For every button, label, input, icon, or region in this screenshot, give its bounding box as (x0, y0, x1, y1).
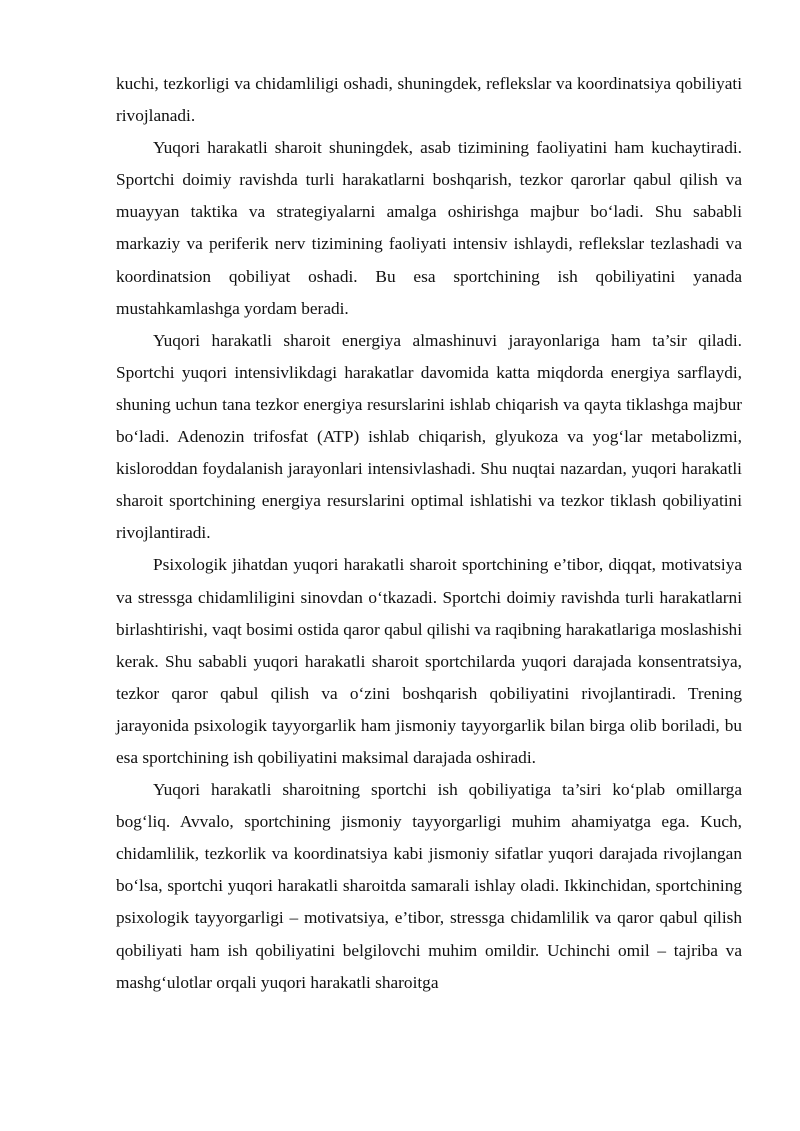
paragraph-psychology: Psixologik jihatdan yuqori harakatli sharoit sportchining e’tibor, diqqat, motivatsiya va stressga chidamliligini sinovdan o‘tkazadi. Sportchi doimiy ravishda turli harakatlarni birlashtirishi, vaqt bosimi ostida qaror qabul qilishi va raqibning harakatlariga moslashishi kerak. Shu sababli yuqori harakatli sharoit sportchilarda yuqori darajada konsentratsiya, tezkor qaror qabul qilish va o‘zini boshqarish qobiliyatini rivojlantiradi. Trening jarayonida psixologik tayyorgarlik ham jismoniy tayyorgarlik bilan birga olib boriladi, bu esa sportchining ish qobiliyatini maksimal darajada oshiradi. (116, 555, 742, 767)
document-body (116, 68, 742, 999)
paragraph-nervous-system: Yuqori harakatli sharoit shuningdek, asab tizimining faoliyatini ham kuchaytiradi. Sportchi doimiy ravishda turli harakatlarni boshqarish, tezkor qarorlar qabul qilish va muayyan taktika va strategiyalarni amalga oshirishga majbur bo‘ladi. Shu sababli markaziy va periferik nerv tizimining faoliyati intensiv ishlaydi, reflekslar tezlashadi va koordinatsion qobiliyat oshadi. Bu esa sportchining ish qobiliyatini yanada mustahkamlashga yordam beradi. (116, 138, 742, 318)
paragraph-energy-metabolism: Yuqori harakatli sharoit energiya almashinuvi jarayonlariga ham ta’sir qiladi. Sportchi yuqori intensivlikdagi harakatlar davomida katta miqdorda energiya sarflaydi, shuning uchun tana tezkor energiya resurslarini ishlab chiqarish va qayta tiklashga majbur bo‘ladi. Adenozin trifosfat (ATP) ishlab chiqarish, glyukoza va yog‘lar metabolizmi, kisloroddan foydalanish jarayonlari intensivlashadi. Shu nuqtai nazardan, yuqori harakatli sharoit sportchining energiya resurslarini optimal ishlatishi va tezkor tiklash qobiliyatini rivojlantiradi. (116, 330, 742, 543)
paragraph-factors: Yuqori harakatli sharoitning sportchi ish qobiliyatiga ta’siri ko‘plab omillarga bog‘liq. Avvalo, sportchining jismoniy tayyorgarligi muhim ahamiyatga ega. Kuch, chidamlilik, tezkorlik va koordinatsiya kabi jismoniy sifatlar yuqori darajada rivojlangan bo‘lsa, sportchi yuqori harakatli sharoitda samarali ishlay oladi. Ikkinchidan, sportchining psixologik tayyorgarligi – motivatsiya, e’tibor, stressga chidamlilik va qaror qabul qilish qobiliyati ham ish qobiliyatini belgilovchi muhim omildir. Uchinchi omil – tajriba va mashg‘ulotlar orqali yuqori harakatli sharoitga (116, 780, 742, 992)
paragraph-continuation: kuchi, tezkorligi va chidamliligi oshadi, shuningdek, reflekslar va koordinatsiya qobiliyati rivojlanadi. (116, 74, 742, 126)
